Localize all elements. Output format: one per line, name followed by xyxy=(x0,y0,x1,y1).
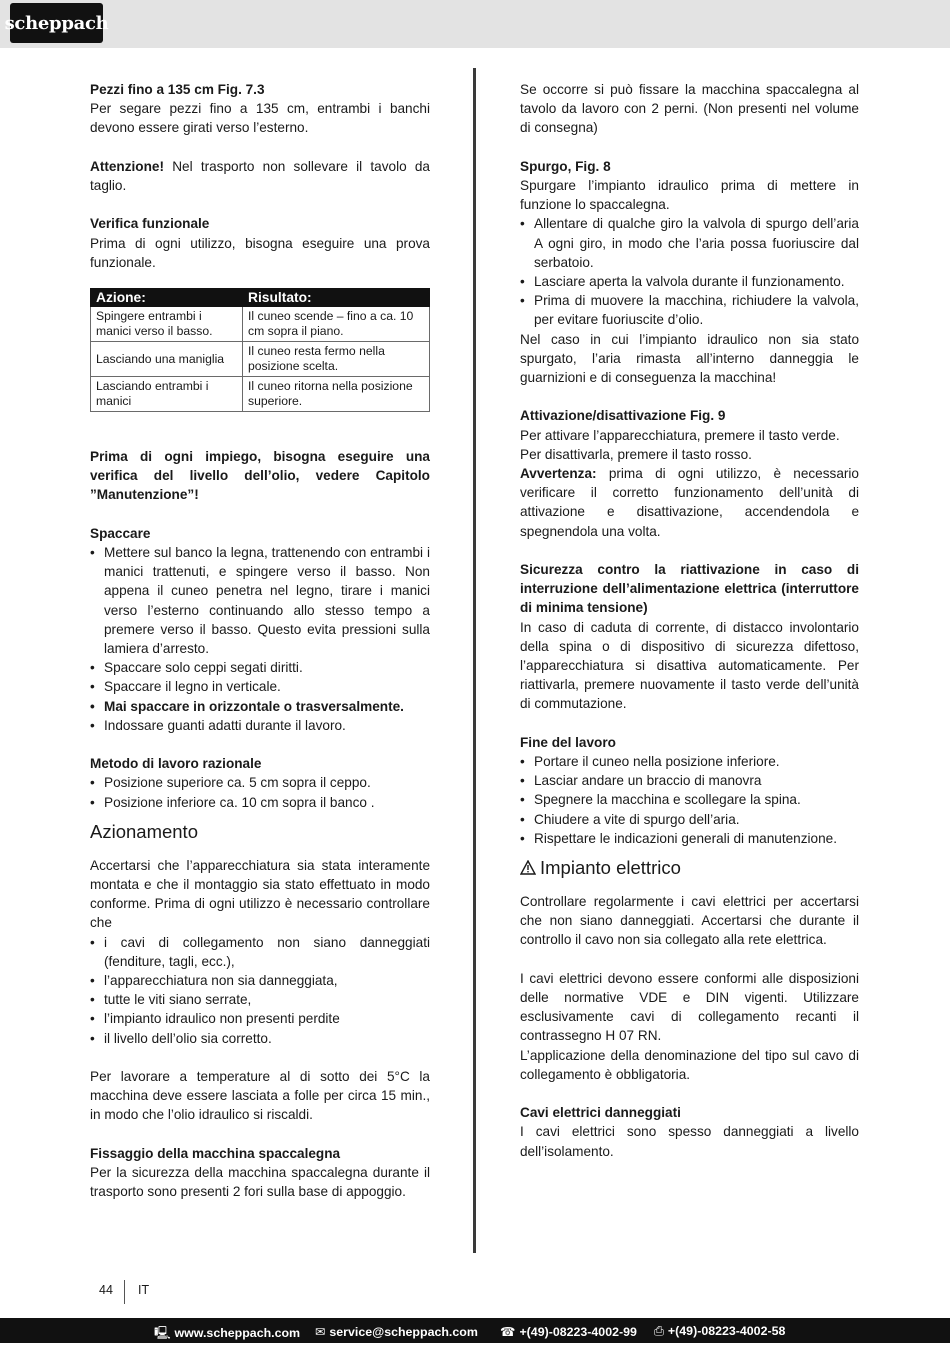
list-item: • Spegnere la macchina e scollegare la spina. xyxy=(520,790,859,809)
spurgo-list xyxy=(520,214,859,329)
list-item: • tutte le viti siano serrate, xyxy=(90,990,430,1009)
list-item: • Posizione inferiore ca. 10 cm sopra il banco . xyxy=(90,793,430,812)
section-title-verifica: Verifica funzionale xyxy=(90,216,210,232)
brand-logo-text: scheppach xyxy=(4,12,109,34)
paragraph-pezzi: Per segare pezzi fino a 135 cm, entrambi i banchi devono essere girati verso l’esterno. xyxy=(90,101,430,136)
list-item: • l’apparecchiatura non sia danneggiata, xyxy=(90,971,430,990)
avvertenza-label: Avvertenza: xyxy=(520,466,597,482)
azionamento-list xyxy=(90,933,430,1048)
paragraph-sicurezza: In caso di caduta di corrente, di distacco involontario della spina o di dispositivo di sicurezza difettoso, l’apparecchiatura si disattiva automaticamente. Per riattivarla, premere nuovamente il tasto verde dell’unità di commutazione. xyxy=(520,619,859,712)
page-language: IT xyxy=(138,1283,150,1297)
avvertenza-text: prima di ogni utilizzo, è necessario verificare il corretto funzionamento dell’unità di attivazione e disattivazione, accendendola e spegnendola una volta. xyxy=(520,466,859,539)
page-number-separator xyxy=(124,1280,125,1304)
list-item: • i cavi di collegamento non siano danneggiati (fenditure, tagli, ecc.), xyxy=(90,933,430,971)
paragraph-perni: Se occorre si può fissare la macchina spaccalegna al tavolo da lavoro con 2 perni. (Non presenti nel volume di consegna) xyxy=(520,82,859,136)
section-title-pezzi: Pezzi fino a 135 cm Fig. 7.3 xyxy=(90,82,265,97)
paragraph-spurgo: Spurgare l’impianto idraulico prima di mettere in funzione lo spaccalegna. xyxy=(520,178,859,213)
list-item: • Spaccare il legno in verticale. xyxy=(90,677,430,696)
list-item: • Rispettare le indicazioni generali di manutenzione. xyxy=(520,829,859,848)
table-cell: Il cuneo scende – fino a ca. 10 cm sopra il piano. xyxy=(243,307,430,342)
paragraph-spurgo-warning: Nel caso in cui l’impianto idraulico non sia stato spurgato, l’aria rimasta all’interno danneggia le guarnizioni e di conseguenza la macchina! xyxy=(520,331,859,386)
footer-fax-text: +(49)-08223-4002-58 xyxy=(667,1324,786,1338)
attenzione-text: Nel trasporto non sollevare il tavolo da taglio. xyxy=(90,158,430,193)
table-cell: Spingere entrambi i manici verso il basso. xyxy=(91,307,243,342)
section-title-metodo: Metodo di lavoro razionale xyxy=(90,756,262,772)
table-header-azione: Azione: xyxy=(91,289,243,307)
footer-fax xyxy=(654,1324,785,1339)
spaccare-list xyxy=(90,543,430,735)
list-item: • Chiudere a vite di spurgo dell’aria. xyxy=(520,810,859,829)
paragraph-temperature: Per lavorare a temperature al di sotto dei 5°C la macchina deve essere lasciata a folle per circa 15 min., in modo che l’olio idraulico si riscaldi. xyxy=(90,1069,430,1123)
section-title-fissaggio: Fissaggio della macchina spaccalegna xyxy=(90,1145,341,1161)
paragraph-attivazione-off: Per disattivarla, premere il tasto rosso. xyxy=(520,446,752,462)
list-item: • Lasciare aperta la valvola durante il funzionamento. xyxy=(520,272,859,291)
heading-azionamento: Azionamento xyxy=(90,820,198,842)
column-divider xyxy=(473,68,476,1253)
phone-icon: ☎ xyxy=(500,1325,516,1339)
footer-phone[interactable] xyxy=(500,1324,637,1339)
list-item: • l’impianto idraulico non presenti perdite xyxy=(90,1009,430,1028)
fax-icon: ⎙ xyxy=(654,1324,664,1338)
table-header-risultato: Risultato: xyxy=(243,289,430,307)
list-item: • Indossare guanti adatti durante il lavoro. xyxy=(90,716,430,735)
paragraph-impianto-2: I cavi elettrici devono essere conformi alle disposizioni delle normative VDE e DIN vigenti. Utilizzare esclusivamente cavi di collegamento recanti il contrassegno H 07 RN. xyxy=(520,970,859,1044)
footer-website[interactable] xyxy=(154,1324,300,1345)
mail-icon: ✉ xyxy=(315,1325,326,1339)
section-title-fine: Fine del lavoro xyxy=(520,734,616,750)
section-title-cavi: Cavi elettrici danneggiati xyxy=(520,1105,681,1121)
section-title-spaccare: Spaccare xyxy=(90,525,151,541)
right-column xyxy=(520,80,859,1161)
table-row xyxy=(91,342,430,377)
section-title-attivazione: Attivazione/disattivazione Fig. 9 xyxy=(520,408,726,424)
table-cell: Lasciando entrambi i manici xyxy=(91,377,243,412)
list-item: • Allentare di qualche giro la valvola di spurgo dell’aria A ogni giro, in modo che l’aria possa fuoriuscire dal serbatoio. xyxy=(520,214,859,272)
paragraph-fissaggio: Per la sicurezza della macchina spaccalegna durante il trasporto sono presenti 2 fori sulla base di appoggio. xyxy=(90,1165,430,1200)
footer-website-text: www.scheppach.com xyxy=(174,1326,301,1340)
heading-impianto-text: Impianto elettrico xyxy=(540,857,681,879)
list-item: • Spaccare solo ceppi segati diritti. xyxy=(90,658,430,677)
footer-email-text: service@scheppach.com xyxy=(329,1325,478,1339)
attenzione-label: Attenzione! xyxy=(90,158,165,174)
paragraph-cavi: I cavi elettrici sono spesso danneggiati a livello dell’isolamento. xyxy=(520,1124,859,1159)
table-cell: Il cuneo ritorna nella posizione superiore. xyxy=(243,377,430,412)
warning-icon xyxy=(520,856,540,880)
section-title-spurgo: Spurgo, Fig. 8 xyxy=(520,158,611,174)
page-number: 44 xyxy=(99,1283,113,1297)
list-item: • Mettere sul banco la legna, trattenendo con entrambi i manici trattenuti, e spingere verso il basso. Non appena il cuneo penetra nel legno, tirare i manici verso l’esterno continuando allo stesso tempo a premere verso il basso. Questo evita pressioni sulla lamiera d’arresto. xyxy=(90,543,430,658)
paragraph-impianto-3: L’applicazione della denominazione del tipo sul cavo di collegamento è obbligatoria. xyxy=(520,1047,859,1082)
heading-impianto-elettrico xyxy=(520,848,859,886)
section-title-sicurezza: Sicurezza contro la riattivazione in caso di interruzione dell’alimentazione elettrica (interruttore di minima tensione) xyxy=(520,562,859,616)
computer-icon: 🖳 xyxy=(154,1326,171,1340)
paragraph-impianto-1: Controllare regolarmente i cavi elettrici per accertarsi che non siano danneggiati. Accertarsi che durante il controllo il cavo non sia collegato alla rete elettrica. xyxy=(520,894,859,948)
fine-list xyxy=(520,752,859,848)
paragraph-attivazione-on: Per attivare l’apparecchiatura, premere il tasto verde. xyxy=(520,427,840,443)
list-item: • Portare il cuneo nella posizione inferiore. xyxy=(520,752,859,771)
header-bar xyxy=(0,0,950,48)
table-row xyxy=(91,307,430,342)
function-test-table xyxy=(90,288,430,412)
paragraph-azionamento: Accertarsi che l’apparecchiatura sia stata interamente montata e che il montaggio sia stato effettuato in modo conforme. Prima di ogni utilizzo è necessario controllare che xyxy=(90,857,430,931)
paragraph-avvertenza xyxy=(520,464,859,541)
paragraph-verifica: Prima di ogni utilizzo, bisogna eseguire una prova funzionale. xyxy=(90,235,430,270)
table-cell: Lasciando una maniglia xyxy=(91,342,243,377)
list-item: • Posizione superiore ca. 5 cm sopra il ceppo. xyxy=(90,773,430,792)
table-cell: Il cuneo resta fermo nella posizione scelta. xyxy=(243,342,430,377)
list-item: • il livello dell’olio sia corretto. xyxy=(90,1029,430,1048)
footer-phone-text: +(49)-08223-4002-99 xyxy=(519,1325,637,1339)
list-item: • Lasciar andare un braccio di manovra xyxy=(520,771,859,790)
footer-email[interactable] xyxy=(315,1324,478,1339)
left-column xyxy=(90,80,430,1201)
table-row xyxy=(91,377,430,412)
brand-logo xyxy=(4,3,109,43)
list-item: • Prima di muovere la macchina, richiudere la valvola, per evitare fuoriuscite d’olio. xyxy=(520,291,859,329)
footer-bar xyxy=(0,1318,950,1343)
oil-check-note: Prima di ogni impiego, bisogna eseguire una verifica del livello dell’olio, vedere Capitolo ”Manutenzione”! xyxy=(90,449,430,503)
list-item: • Mai spaccare in orizzontale o trasversalmente. xyxy=(90,697,430,716)
paragraph-attenzione xyxy=(90,157,430,195)
metodo-list xyxy=(90,773,430,811)
